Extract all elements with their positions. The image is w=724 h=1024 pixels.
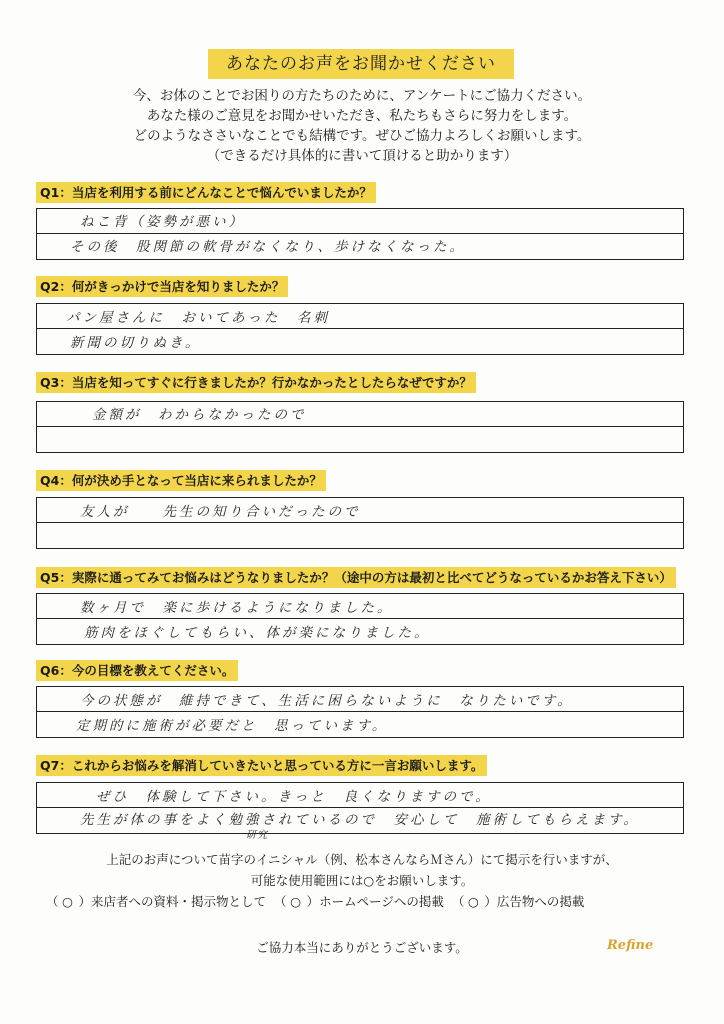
answer-6-line-2: 定期的に施術が必要だと 思っています。 [76, 718, 389, 734]
footer-notice-line-2: 可能な使用範囲には○をお願いします。 [250, 873, 474, 888]
intro-line: どのようなささいなことでも結構です。ぜひご協力よろしくお願いします。 [133, 128, 591, 144]
consent-label-3: 広告物への掲載 [496, 894, 585, 909]
answer-2-line-2: 新聞の切りぬき。 [70, 335, 202, 351]
footer-notice-line-1: 上記のお声について苗字のイニシャル（例、松本さんならＭさん）にて掲示を行いますが、 [106, 852, 618, 867]
answer-7-note: 研究 [246, 830, 268, 841]
consent-label-2: ホームページへの掲載 [319, 894, 444, 909]
page-title: あなたのお声をお聞かせください [208, 49, 514, 79]
consent-mark-1: ○ [62, 894, 73, 909]
refine-logo: Refine [607, 938, 654, 953]
answer-7-line-2: 先生が体の事をよく勉強されているので 安心して 施術してもらえます。 [80, 812, 640, 828]
thanks-text: ご協力本当にありがとうございます。 [256, 940, 468, 955]
answer-1-line-2: その後 股関節の軟骨がなくなり、歩けなくなった。 [70, 239, 466, 255]
question-6-label: Q6：今の目標を教えてください。 [36, 660, 238, 681]
consent-label-1: 来店者への資料・掲示物として [91, 894, 267, 909]
consent-option-2[interactable]: （ ○ ）ホームページへの掲載 [274, 894, 444, 909]
question-3-label: Q3：当店を知ってすぐに行きましたか？行かなかったとしたらなぜですか？ [36, 372, 476, 393]
answer-4-line-1: 友人が 先生の知り合いだったので [80, 504, 361, 520]
intro-line: （できるだけ具体的に書いて頂けると助かります） [206, 148, 518, 164]
question-7-label: Q7：これからお悩みを解消していきたいと思っている方に一言お願いします。 [36, 755, 487, 776]
question-2-label: Q2：何がきっかけで当店を知りましたか？ [36, 276, 288, 297]
consent-mark-2: ○ [290, 894, 301, 909]
answer-1-line-1: ねこ背（姿勢が悪い） [80, 214, 245, 230]
answer-6-line-1: 今の状態が 維持できて、生活に困らないように なりたいです。 [80, 693, 574, 709]
question-1-label: Q1：当店を利用する前にどんなことで悩んでいましたか？ [36, 182, 376, 203]
question-4-label: Q4：何が決め手となって当店に来られましたか？ [36, 470, 326, 491]
answer-5-line-2: 筋肉をほぐしてもらい、体が楽になりました。 [84, 625, 431, 641]
intro-line: あなた様のご意見をお聞かせいただき、私たちもさらに努力をします。 [146, 108, 578, 124]
consent-options [46, 892, 588, 910]
intro-line: 今、お体のことでお困りの方たちのために、アンケートにご協力ください。 [132, 88, 592, 104]
consent-option-3[interactable]: （ ○ ）広告物への掲載 [451, 894, 585, 909]
answer-2-line-1: パン屋さんに おいてあった 名刺 [66, 310, 330, 326]
answer-3-line-1: 金額が わからなかったので [92, 407, 307, 423]
intro-text [60, 86, 664, 166]
consent-option-1[interactable]: （ ○ ）来店者への資料・掲示物として [46, 894, 267, 909]
answer-5-line-1: 数ヶ月で 楽に歩けるようになりました。 [80, 600, 394, 616]
consent-mark-3: ○ [467, 894, 479, 909]
question-5-label: Q5：実際に通ってみてお悩みはどうなりましたか？（途中の方は最初と比べてどうなっているかお答え下さい） [36, 567, 676, 588]
answer-7-line-1: ぜひ 体験して下さい。きっと 良くなりますので。 [96, 789, 492, 805]
